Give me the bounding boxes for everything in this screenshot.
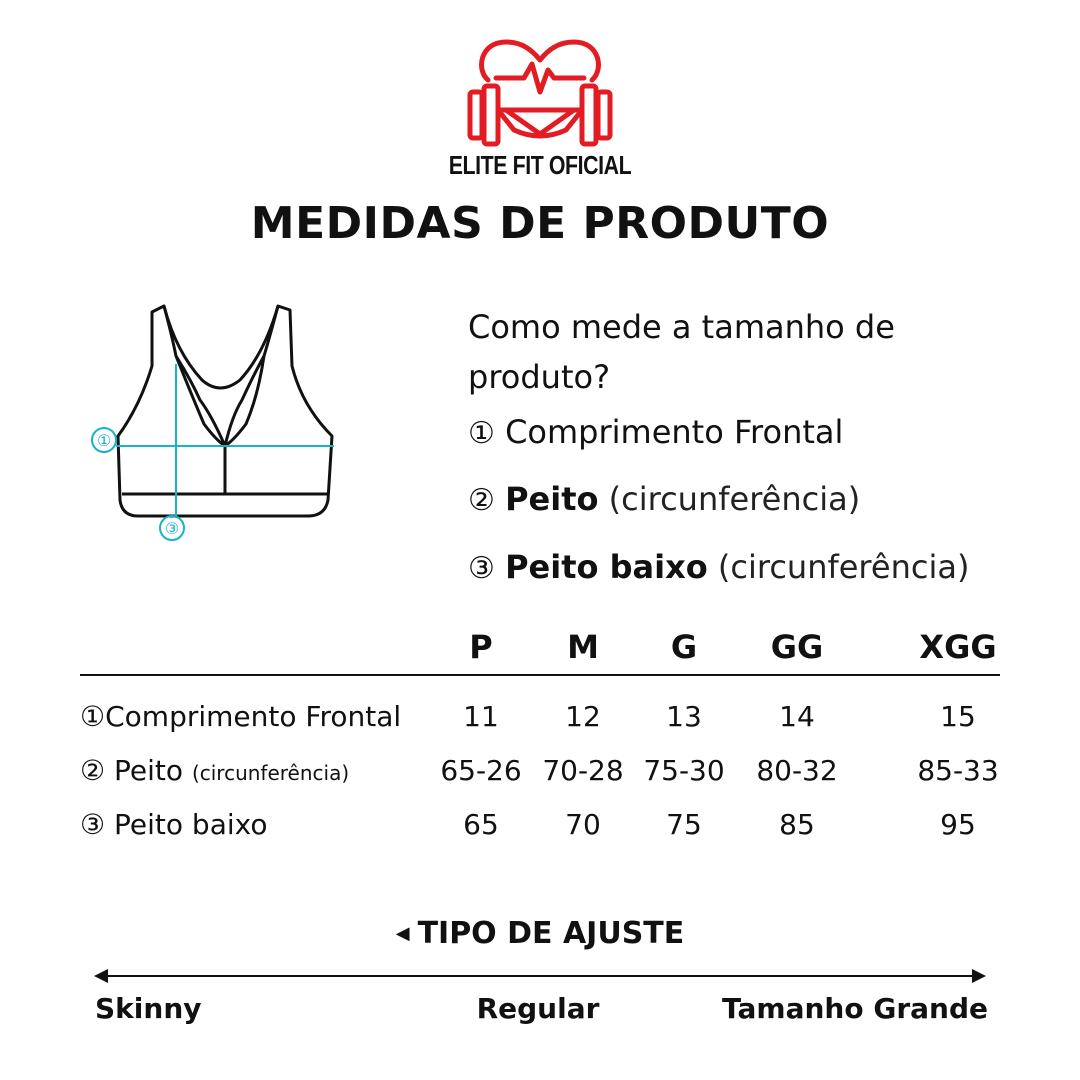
table-cell: 75: [666, 808, 702, 841]
table-cell: 65-26: [440, 754, 522, 787]
size-header-g: G: [670, 628, 698, 666]
size-header-m: M: [567, 628, 599, 666]
table-cell: 75-30: [643, 754, 725, 787]
table-divider: [80, 674, 1000, 676]
step-label: Peito: [505, 480, 599, 518]
table-cell: 95: [940, 808, 976, 841]
page-title: MEDIDAS DE PRODUTO: [250, 198, 830, 249]
table-cell: 70-28: [542, 754, 624, 787]
step-label: Comprimento Frontal: [505, 413, 844, 451]
table-cell: 70: [565, 808, 601, 841]
fit-label-skinny: Skinny: [95, 992, 202, 1025]
instruction-step-1: [468, 413, 843, 451]
table-cell: 80-32: [756, 754, 838, 787]
row-number: ③: [80, 808, 106, 841]
heart-dumbbell-logo-icon: [466, 34, 614, 152]
row-number: ①: [80, 700, 106, 733]
marker-3-label: ③: [164, 519, 180, 538]
table-cell: 85-33: [917, 754, 999, 787]
row-label-comprimento: [80, 700, 401, 733]
row-label: Peito baixo: [114, 808, 268, 841]
table-cell: 12: [565, 700, 601, 733]
fit-type-title: [0, 916, 1080, 951]
fit-label-regular: Regular: [476, 992, 600, 1025]
size-header-xgg: XGG: [919, 628, 997, 666]
instruction-step-2: [468, 480, 860, 518]
table-cell: 15: [940, 700, 976, 733]
row-label-peito: [80, 754, 349, 787]
instructions-question: Como mede a tamanho de produto?: [468, 308, 895, 396]
table-cell: 85: [779, 808, 815, 841]
step-note: (circunferência): [717, 548, 970, 586]
step-number: ①: [468, 416, 495, 451]
step-number: ②: [468, 483, 495, 518]
fit-type-label: TIPO DE AJUSTE: [417, 916, 685, 951]
row-label-peito-baixo: [80, 808, 267, 841]
step-label: Peito baixo: [505, 548, 708, 586]
size-header-p: P: [469, 628, 493, 666]
brand-name: ELITE FIT OFICIAL: [448, 150, 632, 180]
sports-bra-outline-icon: [80, 296, 350, 546]
instruction-step-3: [468, 548, 969, 586]
triangle-left-icon: ◀: [395, 923, 410, 944]
double-arrow-icon: [94, 964, 986, 988]
table-cell: 65: [463, 808, 499, 841]
step-note: (circunferência): [608, 480, 861, 518]
marker-1-label: ①: [96, 431, 112, 450]
size-header-gg: GG: [770, 628, 824, 666]
table-cell: 11: [463, 700, 499, 733]
row-note: (circunferência): [191, 761, 350, 785]
row-label: Comprimento Frontal: [105, 700, 402, 733]
fit-label-tamanho-grande: Tamanho Grande: [722, 992, 988, 1025]
table-cell: 13: [666, 700, 702, 733]
step-number: ③: [468, 551, 495, 586]
row-label: Peito: [114, 754, 184, 787]
row-number: ②: [80, 754, 106, 787]
table-cell: 14: [779, 700, 815, 733]
